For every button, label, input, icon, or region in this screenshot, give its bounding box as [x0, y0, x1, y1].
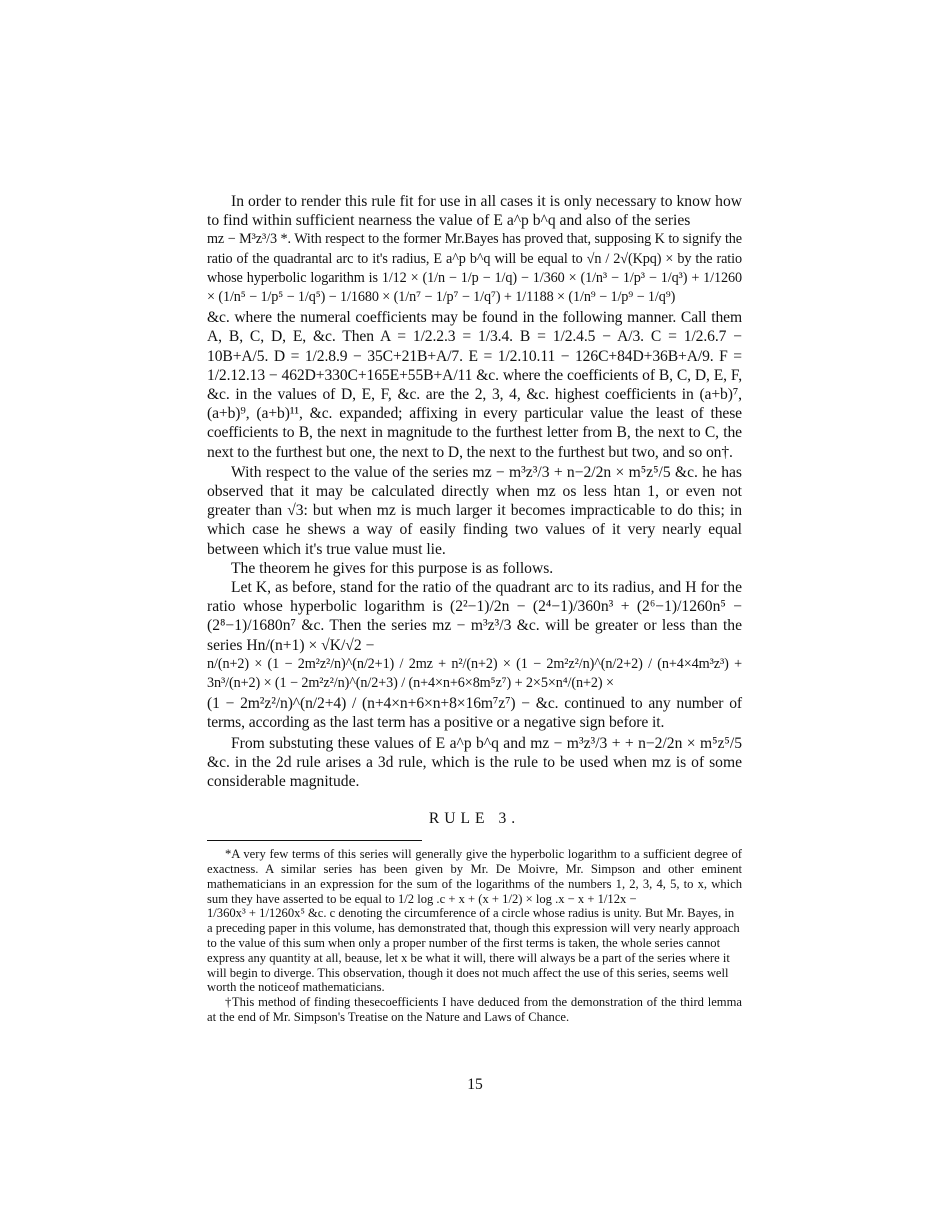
paragraph-third-rule: From substuting these values of E a^p b^q and mz − m³z³/3 + + n−2/2n × m⁵z⁵/5 &c. in the 2d rule arises a 3d rule, which is the rule to be used when mz is of some considerable magnitude.	[207, 734, 742, 791]
paragraph-series-value: With respect to the value of the series mz − m³z³/3 + n−2/2n × m⁵z⁵/5 &c. he has observed that it may be calculated directly when mz os less htan 1, or even not greater than √3: but when mz is much larger it becomes impracticable to do this; in which case he shews a way of easily finding two values of it very nearly equal between which it's true value must lie.	[207, 463, 742, 558]
paragraph-intro: In order to render this rule fit for use in all cases it is only necessary to know how to find within sufficient nearness the value of E a^p b^q and also of the series	[207, 193, 742, 230]
footnote-divider	[207, 840, 422, 841]
formula-series-terms: n/(n+2) × (1 − 2m²z²/n)^(n/2+1) / 2mz + n²/(n+2) × (1 − 2m²z²/n)^(n/2+2) / (n+4×4m³z³) + 3n³/(n+2) × (1 − 2m²z²/n)^(n/2+3) / (n+4×n+6×8m⁵z⁷) + 2×5×n⁴/(n+2) ×	[207, 655, 742, 692]
formula-bayes-series: mz − M³z³/3 *. With respect to the former Mr.Bayes has proved that, supposing K to signify the ratio of the quadrantal arc to it's radius, E a^p b^q will be equal to √n / 2√(Kpq) × by the ratio whose hyperbolic logarithm is 1/12 × (1/n − 1/p − 1/q) − 1/360 × (1/n³ − 1/p³ − 1/q³) + 1/1260 × (1/n⁵ − 1/p⁵ − 1/q⁵) − 1/1680 × (1/n⁷ − 1/p⁷ − 1/q⁷) + 1/1188 × (1/n⁹ − 1/p⁹ − 1/q⁹)	[207, 231, 742, 306]
paragraph-theorem: Let K, as before, stand for the ratio of the quadrant arc to its radius, and H for the ratio whose hyperbolic logarithm is (2²−1)/2n − (2⁴−1)/360n³ + (2⁶−1)/1260n⁵ − (2⁸−1)/1680n⁷ &c. Then the series mz − m³z³/3 &c. will be greater or less than the series Hn/(n+1) × √K/√2 −	[207, 579, 742, 654]
page-number: 15	[467, 1076, 483, 1093]
paragraph-series-continued: (1 − 2m²z²/n)^(n/2+4) / (n+4×n+6×n+8×16m⁷z⁷) − &c. continued to any number of terms, according as the last term has a positive or a negative sign before it.	[207, 695, 742, 732]
paragraph-coefficients: &c. where the numeral coefficients may be found in the following manner. Call them A, B, C, D, E, &c. Then A = 1/2.2.3 = 1/3.4. B = 1/2.4.5 − A/3. C = 1/2.6.7 − 10B+A/5. D = 1/2.8.9 − 35C+21B+A/7. E = 1/2.10.11 − 126C+84D+36B+A/9. F = 1/2.12.13 − 462D+330C+165E+55B+A/11 &c. where the coefficients of B, C, D, E, F, &c. in the values of D, E, F, &c. are the 2, 3, 4, &c. highest coefficients in (a+b)⁷, (a+b)⁹, (a+b)¹¹, &c. expanded; affixing in every particular value the least of these coefficients to B, the next in magnitude to the furthest letter from B, the next to C, the next to the furthest but one, the next to D, the next to the furthest but two, and so on†.	[207, 309, 742, 461]
footnote-asterisk-continued: 1/360x³ + 1/1260x⁵ &c. c denoting the circumference of a circle whose radius is unity. But Mr. Bayes, in a preceding paper in this volume, has demonstrated that, though this expression will very nearly approach to the value of this sum when only a proper number of the first terms is taken, the whole series cannot express any quantity at all, beause, let x be what it will, there will always be a part of the series where it will begin to diverge. This observation, though it does not much affect the use of this series, seems well worth the noticeof mathematicians.	[207, 906, 740, 995]
section-heading: RULE 3.	[428, 810, 521, 828]
paragraph-theorem-intro: The theorem he gives for this purpose is as follows.	[231, 559, 554, 577]
footnote-asterisk: *A very few terms of this series will generally give the hyperbolic logarithm to a sufficient degree of exactness. A similar series has been given by Mr. De Moivre, Mr. Simpson and other eminent mathematicians in an expression for the sum of the logarithms of the numbers 1, 2, 3, 4, 5, to x, which sum they have asserted to be equal to 1/2 log .c + x + (x + 1/2) × log .x − x + 1/12x −	[207, 847, 742, 906]
page-body	[207, 192, 742, 1025]
footnote-dagger: †This method of finding thesecoefficients I have deduced from the demonstration of the third lemma at the end of Mr. Simpson's Treatise on the Nature and Laws of Chance.	[207, 995, 742, 1025]
